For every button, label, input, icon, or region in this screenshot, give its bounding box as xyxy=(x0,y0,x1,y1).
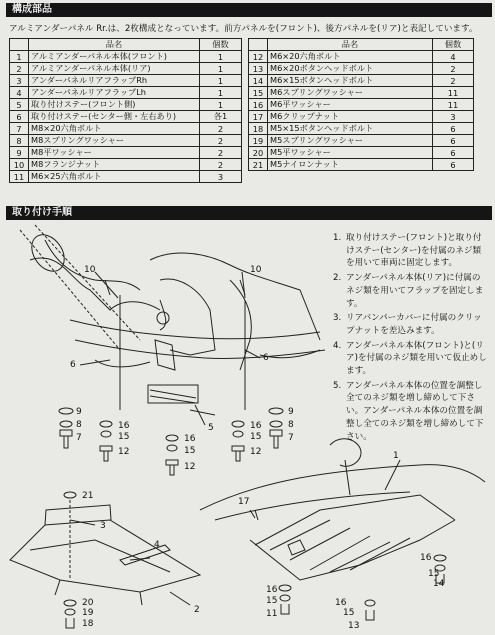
part-number: 5 xyxy=(10,99,29,111)
table-row xyxy=(10,51,242,63)
hardware-stack-left xyxy=(59,408,73,448)
part-number: 3 xyxy=(10,75,29,87)
installation-steps xyxy=(333,232,489,445)
callout-10-right: 10 xyxy=(250,265,262,275)
table-row xyxy=(249,147,474,159)
table-row xyxy=(249,51,474,63)
callout-17: 17 xyxy=(238,497,250,507)
callout-15-c: 15 xyxy=(184,446,196,456)
callout-8-left: 8 xyxy=(76,420,82,430)
part-quantity: 1 xyxy=(200,87,242,99)
part-name: アンダーパネルリアフラップLh xyxy=(29,87,200,99)
callout-15-cr: 15 xyxy=(250,432,262,442)
part-number: 21 xyxy=(249,159,268,171)
part-number: 10 xyxy=(10,159,29,171)
vehicle-underbody-sketch xyxy=(20,225,325,415)
part-number: 8 xyxy=(10,135,29,147)
callout-8-right: 8 xyxy=(288,420,294,430)
front-panel-sketch xyxy=(200,439,485,620)
column-number xyxy=(249,39,268,51)
part-quantity: 11 xyxy=(433,99,474,111)
part-number: 9 xyxy=(10,147,29,159)
callout-11: 11 xyxy=(266,609,278,619)
part-quantity: 2 xyxy=(200,159,242,171)
callout-12-cr: 12 xyxy=(250,447,262,457)
step-text: アンダーパネル本体の位置を調整し全てのネジ類を増し締めして下さい。アンダーパネル本体の位置を調整し全てのネジ類を増し締めして下さい。 xyxy=(346,380,484,442)
step-item xyxy=(333,272,489,310)
column-qty: 個数 xyxy=(433,39,474,51)
callout-16-bottom: 16 xyxy=(266,585,278,595)
part-number: 16 xyxy=(249,99,268,111)
part-quantity: 2 xyxy=(200,123,242,135)
callout-7-right: 7 xyxy=(288,433,294,443)
part-number: 14 xyxy=(249,75,268,87)
callout-7-left: 7 xyxy=(76,433,82,443)
table-row xyxy=(10,87,242,99)
part-number: 2 xyxy=(10,63,29,75)
callout-15-b2: 15 xyxy=(343,608,355,618)
callout-21: 21 xyxy=(82,491,94,501)
callout-16-cl: 16 xyxy=(118,421,130,431)
part-name: M5スプリングワッシャー xyxy=(268,135,433,147)
section-header-parts: 構成部品 xyxy=(6,3,492,17)
part-quantity: 3 xyxy=(200,171,242,183)
callout-15-cl: 15 xyxy=(118,432,130,442)
table-row xyxy=(249,99,474,111)
part-name: アルミアンダーパネル本体(リア) xyxy=(29,63,200,75)
step-text: リアバンパーカバーに付属のクリップナットを差込みます。 xyxy=(346,313,482,336)
part-quantity: 6 xyxy=(433,159,474,171)
column-qty: 個数 xyxy=(200,39,242,51)
part-number: 12 xyxy=(249,51,268,63)
part-quantity: 11 xyxy=(433,87,474,99)
callout-1: 1 xyxy=(393,451,399,461)
parts-table-right xyxy=(248,38,474,171)
part-number: 11 xyxy=(10,171,29,183)
part-name: M6平ワッシャー xyxy=(268,99,433,111)
part-quantity: 各1 xyxy=(200,111,242,123)
step-number: 5. xyxy=(333,380,342,391)
part-quantity: 2 xyxy=(200,135,242,147)
part-quantity: 6 xyxy=(433,123,474,135)
table-row xyxy=(249,123,474,135)
rear-panel-sketch xyxy=(10,492,200,628)
callout-5: 5 xyxy=(208,423,214,433)
table-header-row xyxy=(10,39,242,51)
callout-13: 13 xyxy=(348,621,360,631)
part-quantity: 4 xyxy=(433,51,474,63)
callout-15-bottom: 15 xyxy=(266,596,278,606)
table-row xyxy=(10,147,242,159)
step-item xyxy=(333,232,489,270)
part-number: 13 xyxy=(249,63,268,75)
part-name: M5ナイロンナット xyxy=(268,159,433,171)
step-number: 1. xyxy=(333,233,342,243)
callout-6-left: 6 xyxy=(70,360,76,370)
callout-4: 4 xyxy=(154,540,160,550)
table-row xyxy=(249,135,474,147)
table-row xyxy=(249,63,474,75)
part-name: M6×25六角ボルト xyxy=(29,171,200,183)
part-name: アンダーパネルリアフラップRh xyxy=(29,75,200,87)
part-number: 15 xyxy=(249,87,268,99)
section-header-steps: 取り付け手順 xyxy=(6,206,492,220)
part-name: 取り付けステー(センター側・左右あり) xyxy=(29,111,200,123)
callout-16-cr: 16 xyxy=(250,421,262,431)
part-quantity: 2 xyxy=(433,63,474,75)
hardware-stack-center-right xyxy=(232,421,244,461)
intro-text: アルミアンダーパネル Rr.は、2枚構成となっています。前方パネルを(フロント)、後方パネルを(リア)と表記しています。 xyxy=(9,24,478,34)
step-text: 取り付けステー(フロント)と取り付けステー(センター)を付属のネジ類を用いて車両に固定します。 xyxy=(346,233,482,269)
step-number: 4. xyxy=(333,340,342,351)
callout-2: 2 xyxy=(194,605,200,615)
part-name: M8スプリングワッシャー xyxy=(29,135,200,147)
part-quantity: 6 xyxy=(433,147,474,159)
part-number: 6 xyxy=(10,111,29,123)
part-name: M6スプリングワッシャー xyxy=(268,87,433,99)
part-name: M8フランジナット xyxy=(29,159,200,171)
callout-19: 19 xyxy=(82,608,94,618)
part-name: 取り付けステー(フロント側) xyxy=(29,99,200,111)
part-number: 18 xyxy=(249,123,268,135)
callout-10-left: 10 xyxy=(84,265,96,275)
part-name: M6×15ボタンヘッドボルト xyxy=(268,75,433,87)
table-row xyxy=(10,171,242,183)
part-number: 20 xyxy=(249,147,268,159)
callout-6-right: 6 xyxy=(263,353,269,363)
step-text: アンダーパネル本体(リア)に付属のネジ類を用いてフラップを固定します。 xyxy=(346,273,484,309)
part-number: 19 xyxy=(249,135,268,147)
step-number: 2. xyxy=(333,273,342,284)
step-item xyxy=(333,380,489,444)
part-number: 4 xyxy=(10,87,29,99)
part-quantity: 2 xyxy=(200,147,242,159)
step-number: 3. xyxy=(333,313,342,324)
part-quantity: 2 xyxy=(433,75,474,87)
table-header-row xyxy=(249,39,474,51)
part-name: M8×20六角ボルト xyxy=(29,123,200,135)
part-name: アルミアンダーパネル本体(フロント) xyxy=(29,51,200,63)
callout-20: 20 xyxy=(82,598,94,608)
part-name: M8平ワッシャー xyxy=(29,147,200,159)
column-name: 品名 xyxy=(29,39,200,51)
table-row xyxy=(249,75,474,87)
table-row xyxy=(10,99,242,111)
parts-table-left xyxy=(9,38,242,183)
part-quantity: 1 xyxy=(200,75,242,87)
callout-14: 14 xyxy=(433,579,445,589)
table-row xyxy=(10,63,242,75)
callout-16-b2: 16 xyxy=(335,598,347,608)
table-row xyxy=(249,111,474,123)
callout-9-left: 9 xyxy=(76,407,82,417)
part-quantity: 1 xyxy=(200,99,242,111)
callout-16-c: 16 xyxy=(184,434,196,444)
callout-16-right: 16 xyxy=(420,553,432,563)
step-text: アンダーパネル本体(フロント)と(リア)を付属のネジ類を用いて仮止めします。 xyxy=(346,340,487,377)
part-number: 17 xyxy=(249,111,268,123)
step-item xyxy=(333,340,489,378)
part-quantity: 3 xyxy=(433,111,474,123)
part-name: M5×15ボタンヘッドボルト xyxy=(268,123,433,135)
step-item xyxy=(333,312,489,337)
part-name: M6×20ボタンヘッドボルト xyxy=(268,63,433,75)
callout-12-c: 12 xyxy=(184,462,196,472)
table-row xyxy=(249,87,474,99)
part-name: M5平ワッシャー xyxy=(268,147,433,159)
table-row xyxy=(249,159,474,171)
callout-18: 18 xyxy=(82,619,94,629)
column-name: 品名 xyxy=(268,39,433,51)
hardware-stack-center xyxy=(166,435,178,475)
table-row xyxy=(10,75,242,87)
column-number xyxy=(10,39,29,51)
hardware-stack-center-left xyxy=(100,421,112,461)
part-number: 7 xyxy=(10,123,29,135)
part-number: 1 xyxy=(10,51,29,63)
table-row xyxy=(10,135,242,147)
callout-15-right: 15 xyxy=(428,569,440,579)
table-row xyxy=(10,159,242,171)
part-quantity: 6 xyxy=(433,135,474,147)
callout-3: 3 xyxy=(100,521,106,531)
part-name: M6クリップナット xyxy=(268,111,433,123)
table-row xyxy=(10,123,242,135)
table-row xyxy=(10,111,242,123)
callout-12-cl: 12 xyxy=(118,447,130,457)
part-quantity: 1 xyxy=(200,51,242,63)
part-quantity: 1 xyxy=(200,63,242,75)
part-name: M6×20六角ボルト xyxy=(268,51,433,63)
callout-9-right: 9 xyxy=(288,407,294,417)
hardware-stack-right xyxy=(269,408,283,448)
